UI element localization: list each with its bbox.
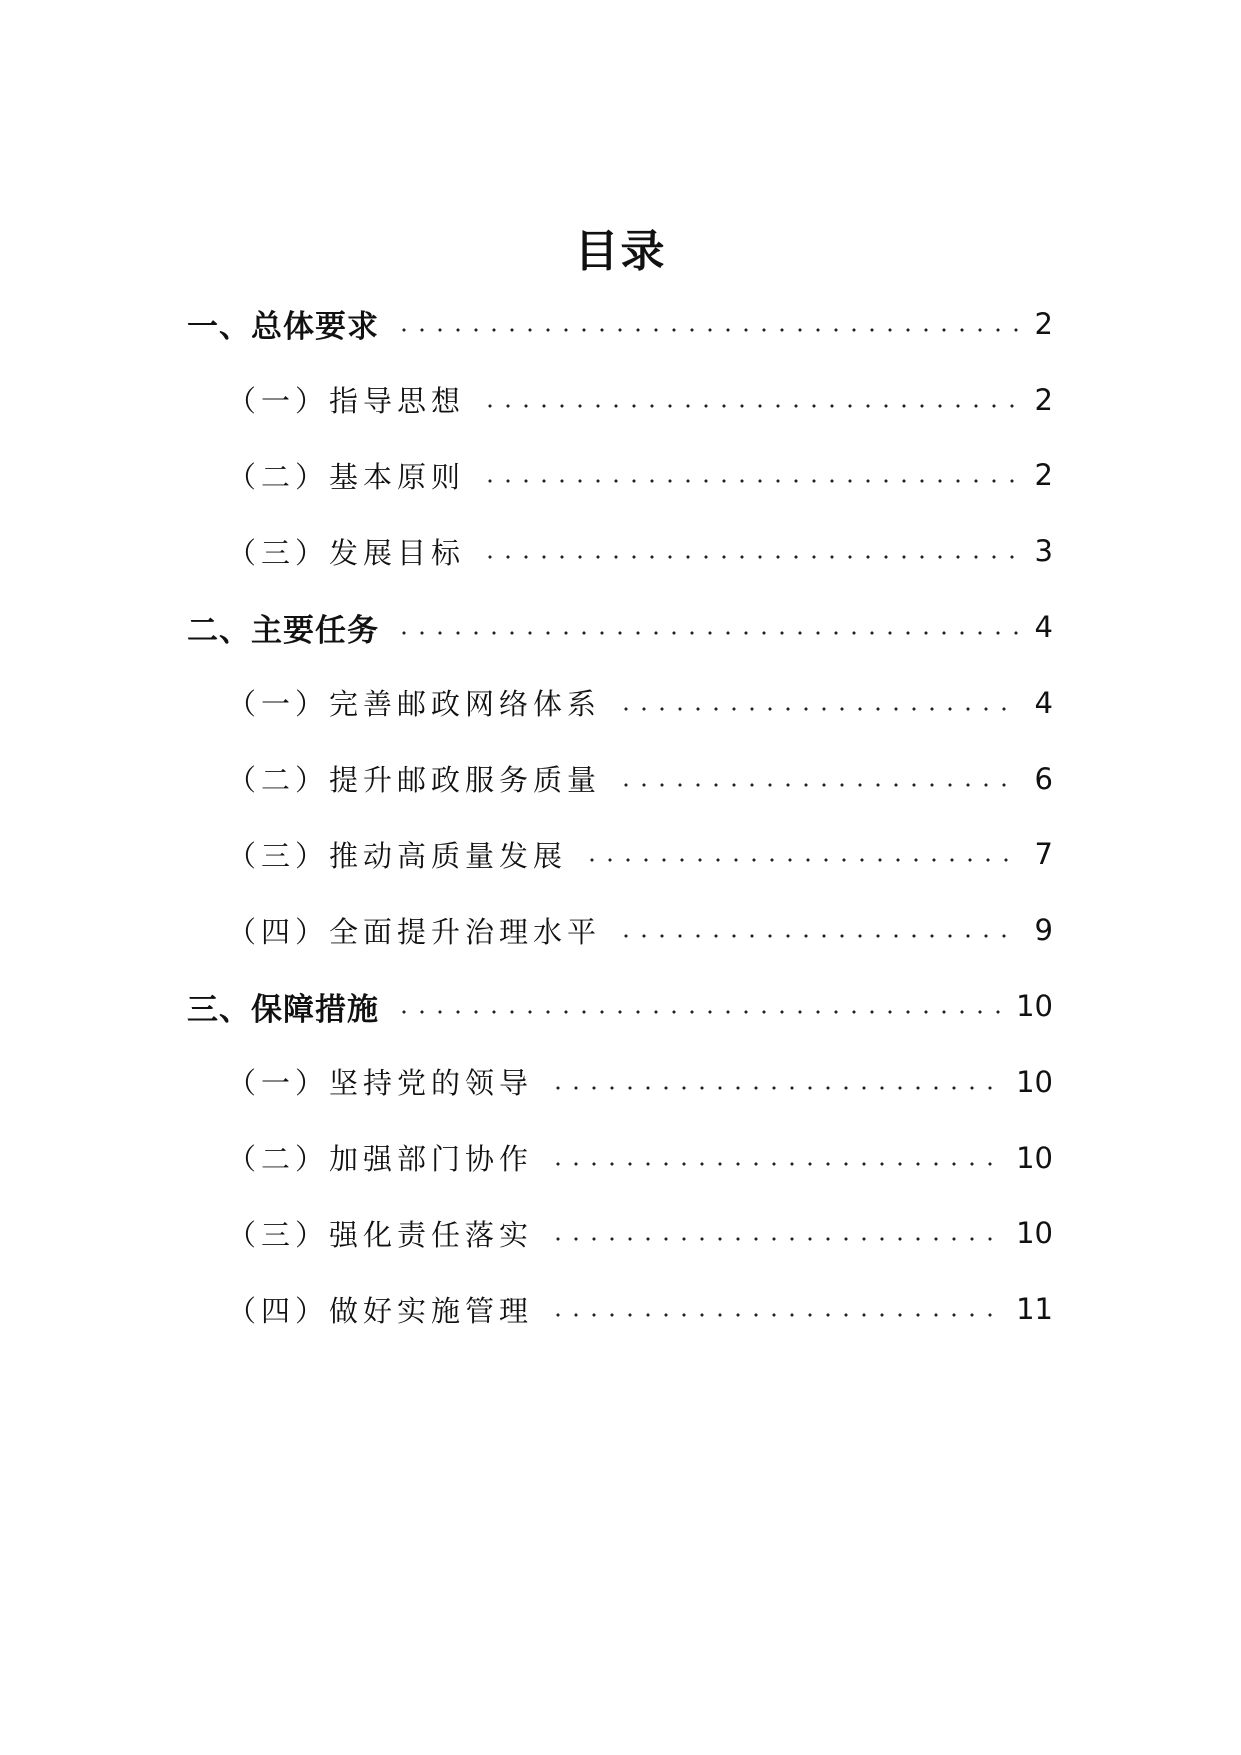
- toc-subsection-2-4[interactable]: [187, 892, 1053, 968]
- toc-entry-label: （一）坚持党的领导: [227, 1066, 534, 1101]
- toc-subsection-3-4[interactable]: [187, 1271, 1053, 1347]
- toc-entry-label: （二）基本原则: [227, 459, 466, 494]
- toc-entry-label: （四）做好实施管理: [227, 1293, 534, 1328]
- toc-leader-dots: [617, 934, 1019, 938]
- toc-section-3[interactable]: [187, 968, 1053, 1044]
- toc-leader-dots: [395, 328, 1019, 332]
- toc-page-number: 2: [1034, 458, 1053, 493]
- toc-subsection-3-1[interactable]: [187, 1044, 1053, 1120]
- toc-leader-dots: [549, 1313, 1000, 1317]
- toc-title: 目录: [574, 226, 667, 277]
- toc-page-number: 6: [1034, 761, 1053, 796]
- toc-leader-dots: [583, 858, 1019, 862]
- toc-page-number: 10: [1016, 1140, 1053, 1175]
- toc-page-number: 11: [1016, 1292, 1053, 1327]
- toc-page-number: 10: [1016, 1064, 1053, 1099]
- toc-leader-dots: [481, 555, 1019, 559]
- toc-page-number: 2: [1034, 306, 1053, 341]
- toc-page-number: 4: [1034, 610, 1053, 645]
- toc-leader-dots: [549, 1086, 1000, 1090]
- toc-entry-label: （三）发展目标: [227, 535, 466, 570]
- toc-entry-label: （四）全面提升治理水平: [227, 914, 602, 949]
- toc-leader-dots: [395, 1010, 1000, 1014]
- toc-page-number: 10: [1016, 989, 1053, 1024]
- toc-leader-dots: [549, 1237, 1000, 1241]
- toc-section-2[interactable]: [187, 589, 1053, 665]
- toc-subsection-3-3[interactable]: [187, 1196, 1053, 1272]
- toc-subsection-2-1[interactable]: [187, 665, 1053, 741]
- toc-page-number: 4: [1034, 685, 1053, 720]
- toc-subsection-2-3[interactable]: [187, 817, 1053, 893]
- toc-entry-label: 一、总体要求: [187, 309, 379, 346]
- toc-leader-dots: [549, 1162, 1000, 1166]
- toc-leader-dots: [617, 707, 1019, 711]
- toc-leader-dots: [617, 783, 1019, 787]
- toc-subsection-2-2[interactable]: [187, 741, 1053, 817]
- toc-entry-label: （二）加强部门协作: [227, 1142, 534, 1177]
- toc-leader-dots: [481, 479, 1019, 483]
- toc-entry-label: （三）推动高质量发展: [227, 838, 568, 873]
- toc-subsection-3-2[interactable]: [187, 1120, 1053, 1196]
- toc-subsection-1-1[interactable]: [187, 362, 1053, 438]
- toc-page-number: 2: [1034, 382, 1053, 417]
- toc-page-number: 7: [1034, 837, 1053, 872]
- toc-subsection-1-2[interactable]: [187, 438, 1053, 514]
- toc-entry-label: 二、主要任务: [187, 612, 379, 649]
- toc-page-number: 9: [1034, 913, 1053, 948]
- toc-section-1[interactable]: [187, 286, 1053, 362]
- table-of-contents: [187, 286, 1053, 1347]
- toc-subsection-1-3[interactable]: [187, 513, 1053, 589]
- toc-leader-dots: [395, 631, 1019, 635]
- toc-page-number: 10: [1016, 1216, 1053, 1251]
- toc-entry-label: （三）强化责任落实: [227, 1217, 534, 1252]
- toc-entry-label: （二）提升邮政服务质量: [227, 763, 602, 798]
- toc-leader-dots: [481, 404, 1019, 408]
- toc-page-number: 3: [1034, 534, 1053, 569]
- toc-entry-label: 三、保障措施: [187, 991, 379, 1028]
- toc-entry-label: （一）完善邮政网络体系: [227, 687, 602, 722]
- toc-entry-label: （一）指导思想: [227, 384, 466, 419]
